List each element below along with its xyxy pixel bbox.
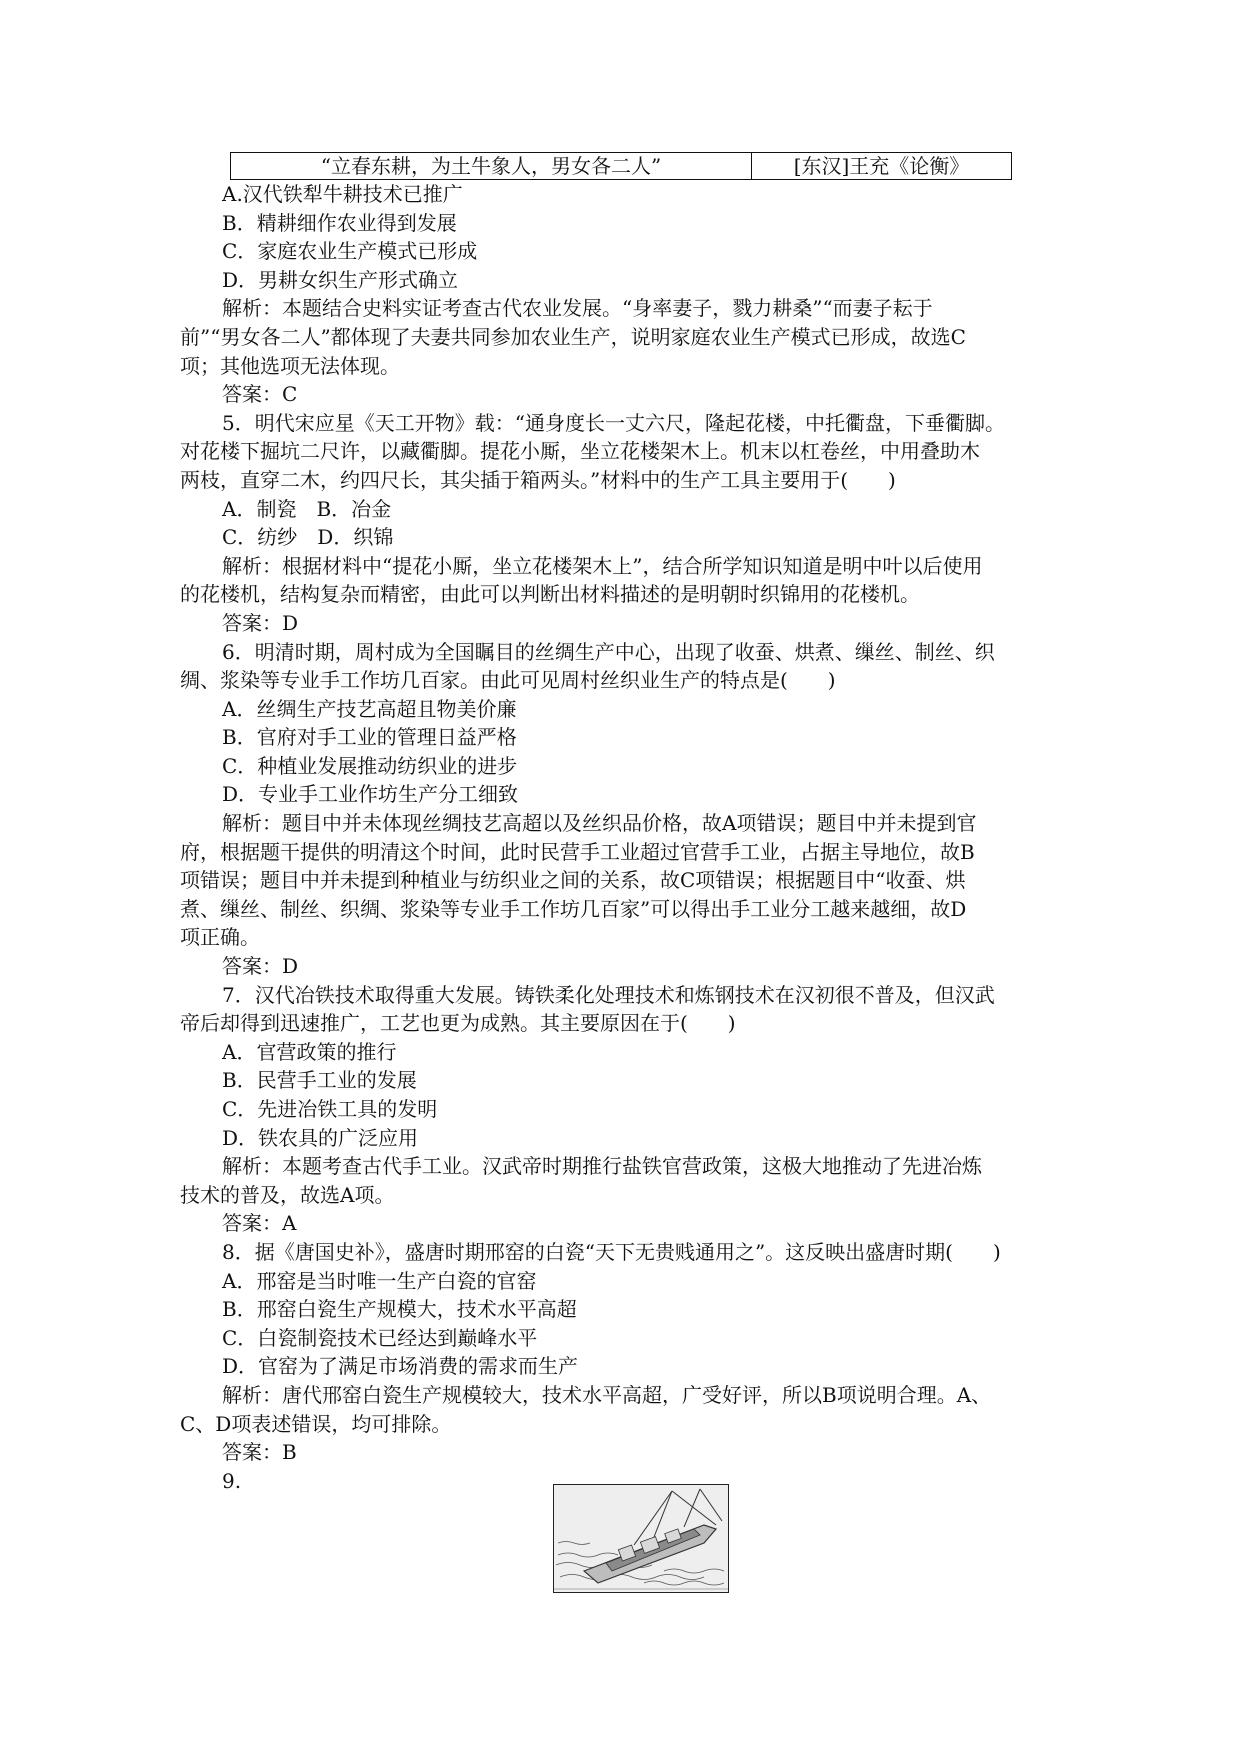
text-line: 绸、浆染等专业手工作坊几百家。由此可见周村丝织业生产的特点是( ) [180,668,836,693]
text-line: C．白瓷制瓷技术已经达到巅峰水平 [222,1325,538,1350]
text-line: 解析：本题考查古代手工业。汉武帝时期推行盐铁官营政策，这极大地推动了先进冶炼 [222,1154,982,1179]
text-line: A．邢窑是当时唯一生产白瓷的官窑 [222,1268,537,1293]
text-line: 答案：D [222,954,299,979]
source-table [230,152,1012,180]
text-line: 7．汉代冶铁技术取得重大发展。铸铁柔化处理技术和炼钢技术在汉初很不普及，但汉武 [222,982,995,1007]
text-line: 答案：D [222,610,299,635]
text-line: 9. [222,1468,242,1493]
text-line: A．制瓷 B．冶金 [222,496,392,521]
text-line: 技术的普及，故选A项。 [180,1182,395,1207]
text-line: 对花楼下掘坑二尺许，以藏衢脚。提花小厮，坐立花楼架木上。机末以杠卷丝，中用叠助木 [180,439,980,464]
ship-drawing [554,1485,728,1592]
text-line: A.汉代铁犁牛耕技术已推广 [222,182,463,206]
text-line: C．家庭农业生产模式已形成 [222,239,478,264]
source-cell: [东汉]王充《论衡》 [752,153,1012,180]
text-line: 解析：唐代邢窑白瓷生产规模较大，技术水平高超，广受好评，所以B项说明合理。A、 [222,1382,992,1407]
question-content [180,180,1060,1495]
text-line: 煮、缫丝、制丝、织绸、浆染等专业手工作坊几百家”可以得出手工业分工越来越细，故D [180,896,967,921]
quote-cell: “立春东耕，为土牛象人，男女各二人” [231,153,752,180]
text-line: 5．明代宋应星《天工开物》载：“通身度长一丈六尺，隆起花楼，中托衢盘，下垂衢脚。 [222,410,1005,435]
text-line: 项错误；题目中并未提到种植业与纺织业之间的关系，故C项错误；根据题目中“收蚕、烘 [180,868,966,893]
text-line: 前”“男女各二人”都体现了夫妻共同参加农业生产，说明家庭农业生产模式已形成，故选C [180,324,966,349]
text-line: D．官窑为了满足市场消费的需求而生产 [222,1354,579,1379]
text-line: 府，根据题干提供的明清这个时间，此时民营手工业超过官营手工业，占据主导地位，故B [180,839,975,864]
text-line: C．先进冶铁工具的发明 [222,1097,438,1121]
text-line: 答案：B [222,1440,297,1465]
source-table-row [231,153,1012,180]
text-line: 解析：根据材料中“提花小厮，坐立花楼架木上”，结合所学知识知道是明中叶以后使用 [222,553,983,578]
text-line: B．民营手工业的发展 [222,1068,417,1093]
text-line: 帝后却得到迅速推广，工艺也更为成熟。其主要原因在于( ) [180,1011,736,1036]
text-line: D．铁农具的广泛应用 [222,1125,419,1150]
text-line: 解析：本题结合史料实证考查古代农业发展。“身率妻子，戮力耕桑”“而妻子耘于 [222,296,933,321]
text-line: C、D项表述错误，均可排除。 [180,1411,452,1436]
text-line: 6．明清时期，周村成为全国瞩目的丝绸生产中心，出现了收蚕、烘煮、缫丝、制丝、织 [222,639,995,664]
text-line: A．丝绸生产技艺高超且物美价廉 [222,696,517,721]
text-line: 的花楼机，结构复杂而精密，由此可以判断出材料描述的是明朝时织锦用的花楼机。 [180,582,920,607]
text-line: B．官府对手工业的管理日益严格 [222,725,517,750]
text-line: D．专业手工业作坊生产分工细致 [222,782,519,807]
text-line: 答案：A [222,1211,297,1236]
text-line: 项；其他选项无法体现。 [180,353,400,378]
text-line: B．精耕细作农业得到发展 [222,210,457,235]
text-line: 两枝，直穿二木，约四尺长，其尖插于箱两头。”材料中的生产工具主要用于( ) [180,467,896,492]
text-line: 项正确。 [180,925,260,950]
text-line: A．官营政策的推行 [222,1039,397,1064]
text-line: C．种植业发展推动纺织业的进步 [222,753,518,778]
text-line: C．纺纱 D．织锦 [222,525,394,550]
text-line: 解析：题目中并未体现丝绸技艺高超以及丝织品价格，故A项错误；题目中并未提到官 [222,811,977,836]
text-line: 8．据《唐国史补》，盛唐时期邢窑的白瓷“天下无贵贱通用之”。这反映出盛唐时期( ) [222,1239,1001,1264]
text-line: B．邢窑白瓷生产规模大，技术水平高超 [222,1297,577,1322]
ancient-ship-illustration [553,1484,729,1593]
text-line: D．男耕女织生产形式确立 [222,267,459,292]
text-line: 答案：C [222,382,298,407]
